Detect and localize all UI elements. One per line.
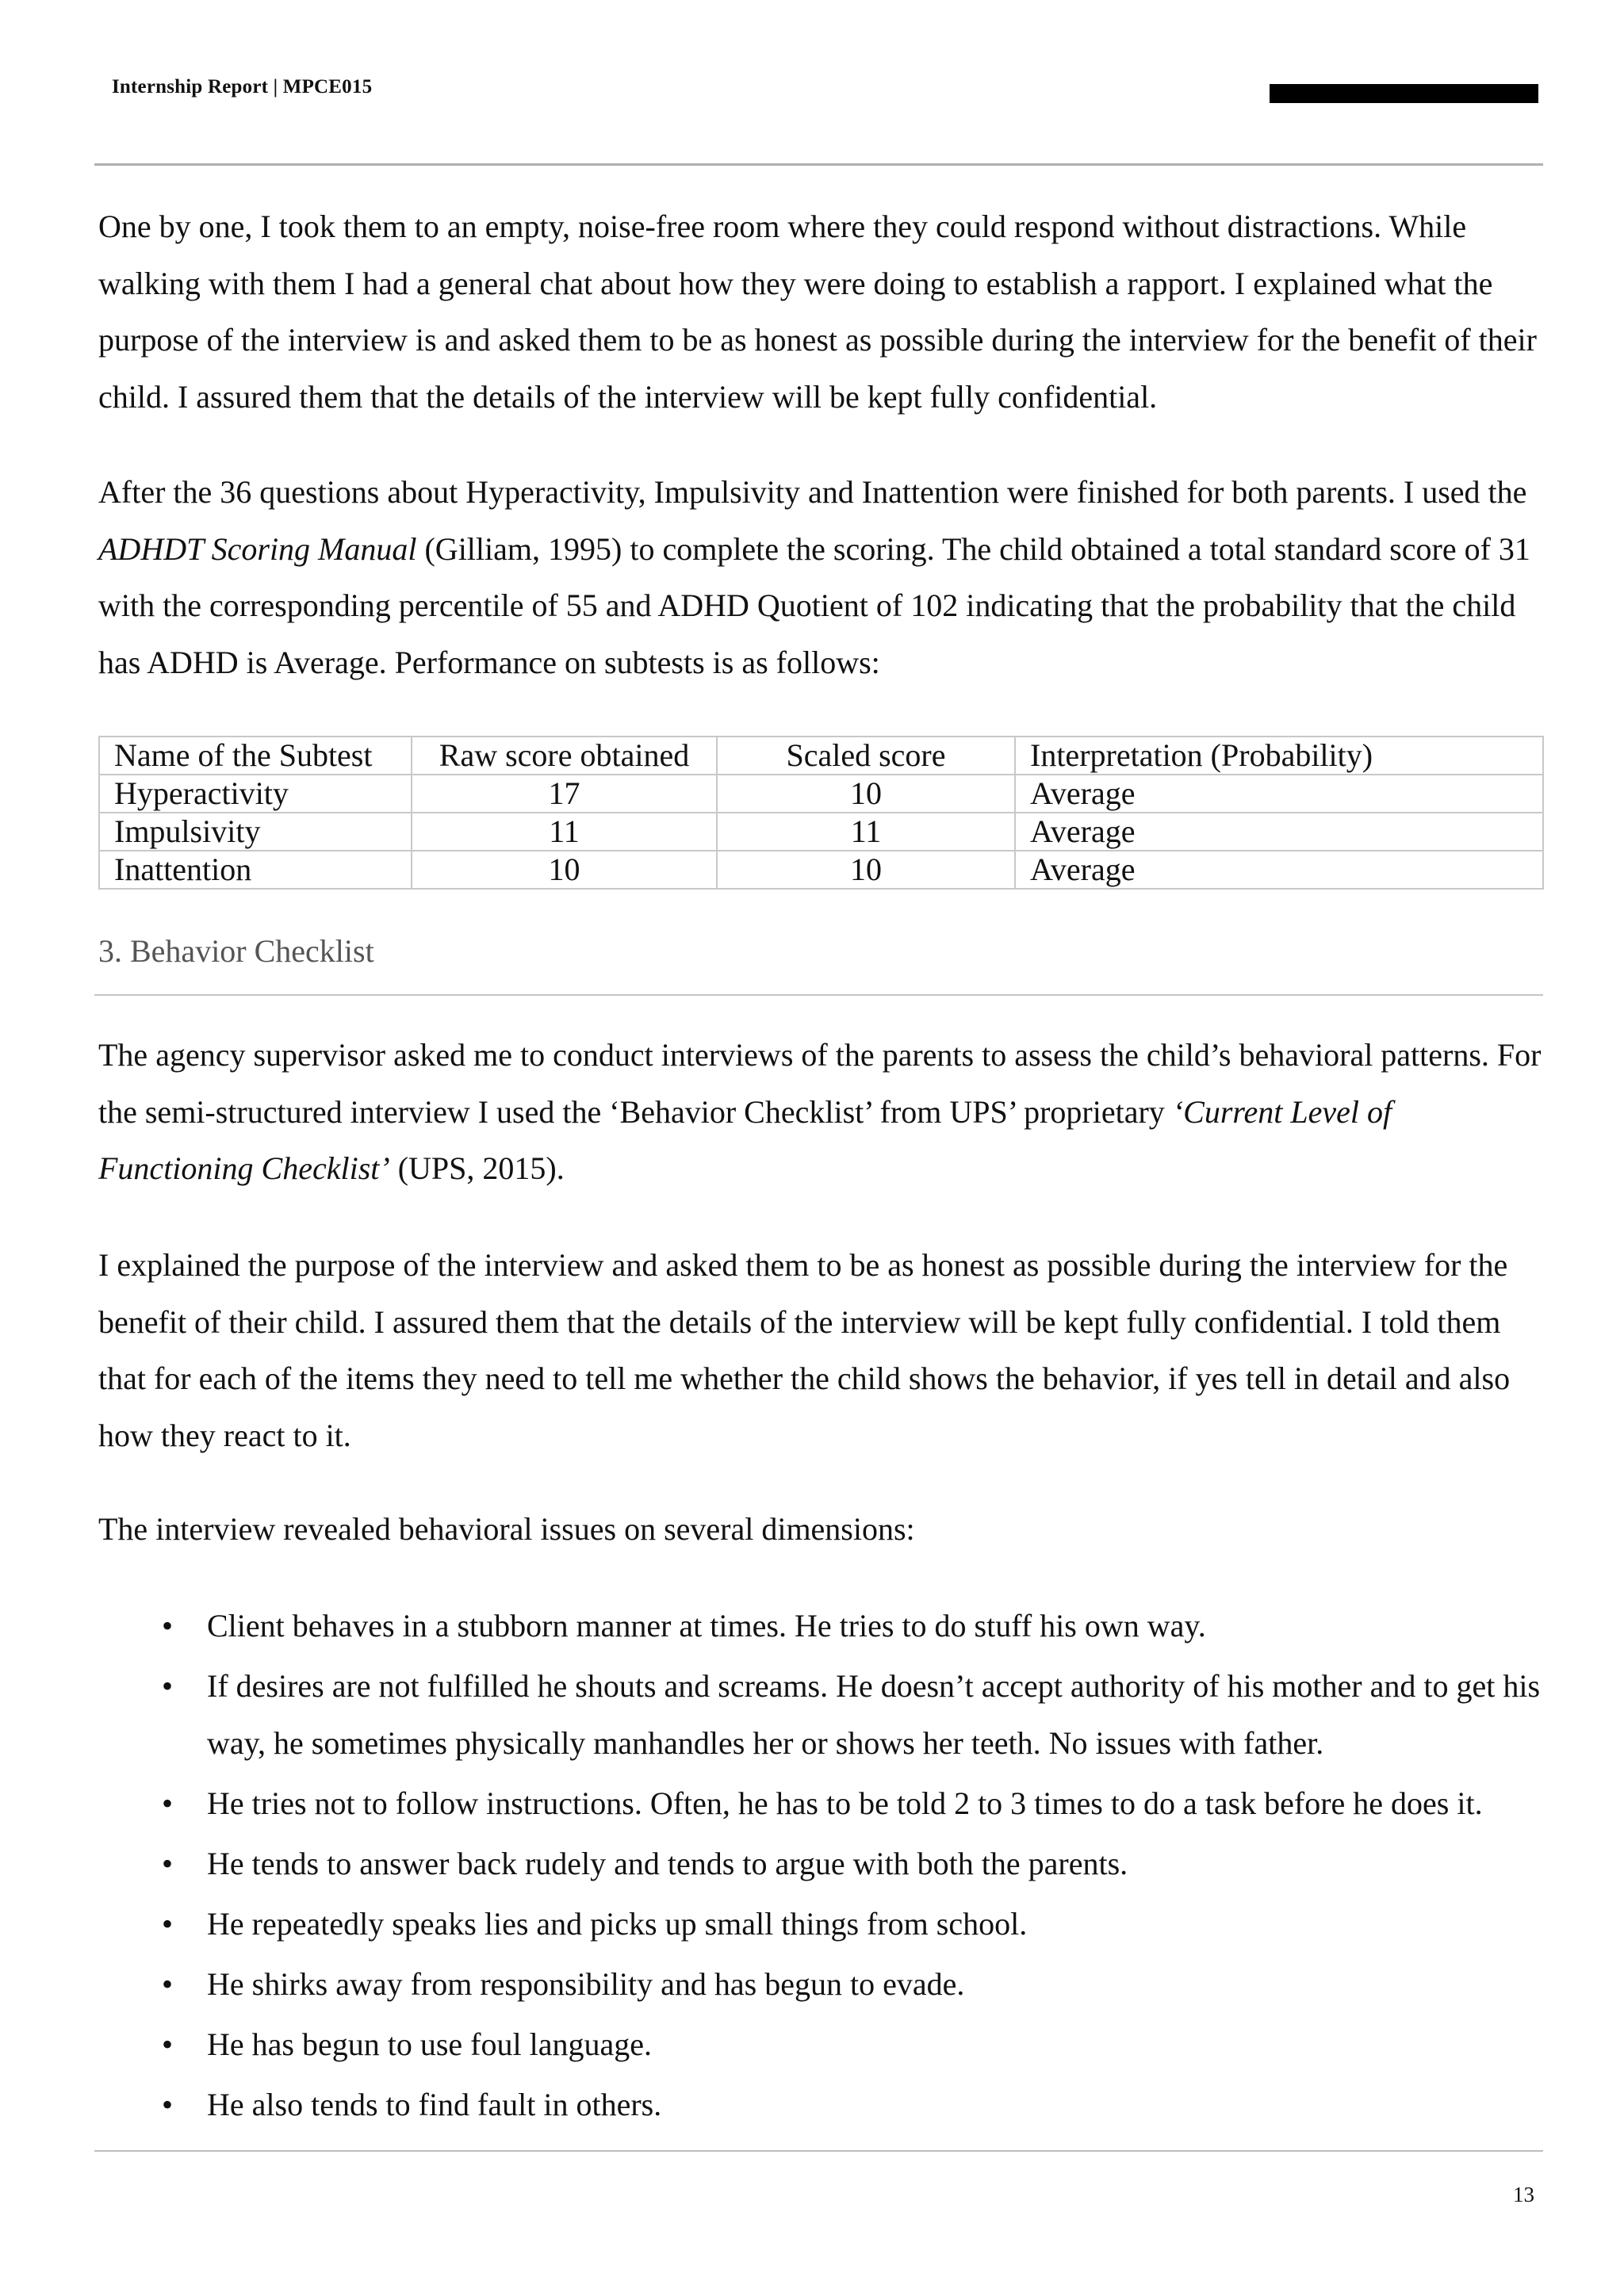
section-heading: 3. Behavior Checklist bbox=[98, 933, 374, 969]
list-item bbox=[98, 1658, 1549, 1772]
table-row bbox=[99, 813, 1543, 851]
table-cell: 11 bbox=[717, 813, 1015, 851]
header-cell-subtest: Name of the Subtest bbox=[99, 737, 412, 775]
bullet-icon: • bbox=[162, 1608, 174, 1644]
report-header-title: Internship Report | MPCE015 bbox=[112, 76, 373, 98]
paragraph-behavior-checklist-intro bbox=[98, 1027, 1549, 1197]
scoring-text-end: (Gilliam, 1995) to complete the scoring. The child obtained a total standard score of 31 with the corresponding percentile of 55 and ADHD Quotient of 102 indicating that the probability that the child has ADHD is Average. Performance on subtests is as follows: bbox=[98, 530, 1530, 680]
list-item-text: If desires are not fulfilled he shouts and screams. He doesn’t accept authority of his mother and to get his way, he sometimes physically manhandles her or shows her teeth. No issues with father. bbox=[207, 1668, 1541, 1761]
table-cell: Impulsivity bbox=[99, 813, 412, 851]
header-cell-raw-score: Raw score obtained bbox=[412, 737, 717, 775]
section-divider bbox=[94, 994, 1543, 996]
table-cell: 11 bbox=[412, 813, 717, 851]
table-cell: Average bbox=[1015, 813, 1543, 851]
table-cell: 17 bbox=[412, 775, 717, 813]
table-cell: Average bbox=[1015, 775, 1543, 813]
table-cell: Inattention bbox=[99, 851, 412, 889]
table-cell: Average bbox=[1015, 851, 1543, 889]
bullet-icon: • bbox=[162, 2026, 174, 2062]
table-row bbox=[99, 775, 1543, 813]
behavior-issues-list bbox=[98, 1598, 1549, 2137]
bullet-icon: • bbox=[162, 2087, 174, 2122]
list-item-text: He has begun to use foul language. bbox=[207, 2026, 652, 2062]
list-item bbox=[98, 2016, 1549, 2073]
list-item-text: He shirks away from responsibility and has begun to evade. bbox=[207, 1966, 965, 2002]
checklist-text-start: The agency supervisor asked me to conduct interviews of the parents to assess the child’s behavioral patterns. For the semi-structured interview I used the ‘Behavior Checklist’ from UPS’ proprietary bbox=[98, 1037, 1542, 1130]
bullet-icon: • bbox=[162, 1785, 174, 1821]
list-item-text: He also tends to find fault in others. bbox=[207, 2087, 662, 2122]
subtest-table bbox=[98, 736, 1544, 890]
table-row bbox=[99, 851, 1543, 889]
list-item bbox=[98, 1835, 1549, 1892]
list-item-text: He repeatedly speaks lies and picks up small things from school. bbox=[207, 1906, 1028, 1942]
paragraph-interview-instructions: I explained the purpose of the interview and asked them to be as honest as possible during the interview for the benefit of their child. I assured them that the details of the interview will be kept fully confidential. I told them that for each of the items they need to tell me whether the child shows the behavior, if yes tell in detail and also how they react to it. bbox=[98, 1247, 1511, 1453]
paragraph-scoring-results bbox=[98, 464, 1549, 691]
table-cell: 10 bbox=[412, 851, 717, 889]
table-cell: Hyperactivity bbox=[99, 775, 412, 813]
list-item bbox=[98, 1956, 1549, 2013]
list-item bbox=[98, 1598, 1549, 1655]
list-item bbox=[98, 1775, 1549, 1832]
footer-divider bbox=[94, 2150, 1543, 2152]
paragraph-interview-setup: One by one, I took them to an empty, noise-free room where they could respond without distractions. While walking with them I had a general chat about how they were doing to establish a rapport. I explained what the purpose of the interview is and asked them to be as honest as possible during the interview for the benefit of their child. I assured them that the details of the interview will be kept fully confidential. bbox=[98, 209, 1537, 415]
bullet-icon: • bbox=[162, 1966, 174, 2002]
header-divider bbox=[94, 163, 1543, 166]
table-cell: 10 bbox=[717, 851, 1015, 889]
scoring-text-start: After the 36 questions about Hyperactivity, Impulsivity and Inattention were finished for both parents. I used the bbox=[98, 474, 1527, 510]
list-item bbox=[98, 2076, 1549, 2133]
redaction-bar bbox=[1270, 84, 1538, 103]
table-cell: 10 bbox=[717, 775, 1015, 813]
list-item-text: He tends to answer back rudely and tends to argue with both the parents. bbox=[207, 1846, 1128, 1881]
header-cell-interpretation: Interpretation (Probability) bbox=[1015, 737, 1543, 775]
list-item-text: He tries not to follow instructions. Often, he has to be told 2 to 3 times to do a task before he does it. bbox=[207, 1785, 1483, 1821]
bullet-icon: • bbox=[162, 1906, 174, 1942]
checklist-text-end: (UPS, 2015). bbox=[389, 1150, 565, 1186]
checklist-title: ‘Current Level of Functioning Checklist’ bbox=[98, 1093, 1392, 1186]
table-header-row bbox=[99, 737, 1543, 775]
list-item bbox=[98, 1896, 1549, 1953]
list-item-text: Client behaves in a stubborn manner at times. He tries to do stuff his own way. bbox=[207, 1608, 1206, 1644]
bullet-icon: • bbox=[162, 1846, 174, 1881]
bullet-icon: • bbox=[162, 1668, 174, 1704]
page-number: 13 bbox=[1513, 2183, 1534, 2206]
paragraph-findings-intro: The interview revealed behavioral issues on several dimensions: bbox=[98, 1511, 915, 1547]
header-cell-scaled-score: Scaled score bbox=[717, 737, 1015, 775]
scoring-manual-title: ADHDT Scoring Manual bbox=[98, 530, 417, 567]
